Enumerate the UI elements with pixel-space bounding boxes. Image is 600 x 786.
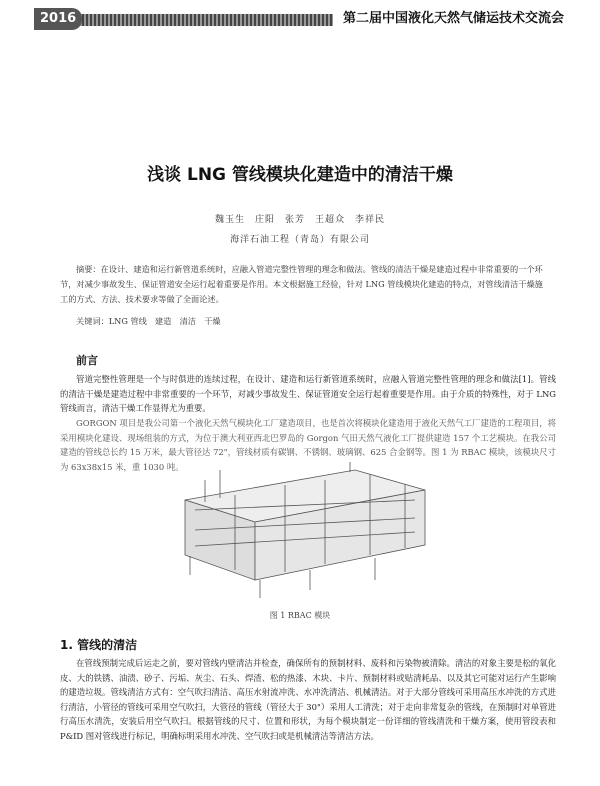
preface-heading: 前言	[76, 354, 98, 367]
section-1-heading: 1. 管线的清洁	[60, 638, 138, 652]
header-journal-title: 第二届中国液化天然气储运技术交流会	[333, 8, 568, 30]
rbac-module-figure	[175, 460, 435, 600]
header-year: 2016	[34, 8, 82, 30]
paper-keywords: 关键词：LNG 管线 建造 清洁 干燥	[76, 316, 221, 326]
preface-paragraph-1: 管道完整性管理是一个与时俱进的连续过程，在设计、建造和运行新管道系统时，应融入管道完整性管理的理念和做法[1]。管线的清洁干燥是建造过程中非常重要的一个环节，对减少事故发生、保证管道安全运行起着重要是作用。由于介质的特殊性，对于 LNG 管线而言，清洁干燥工作显得尤为重要。	[60, 374, 556, 414]
paper-title: 浅谈 LNG 管线模块化建造中的清洁干燥	[147, 165, 453, 185]
section-1-paragraph-1: 在管线预制完成后运走之前，要对管线内壁清洁并检查，确保所有的预制材料、废料和污染物被清除。清洁的对象主要是松的氧化皮、大的铁锈、油渍、砂子、污垢、灰尘、石头、焊渣、松的热漆、木块、卡片、预制材料或贴清耗品、以及其它可能对运行产生影响的建造垃圾。管线清洁方式有：空气吹扫清洁、高压水射流冲洗、水冲洗清洁、机械清洁。对于大部分管线可采用高压水冲洗的方式进行清洁，小管径的管线可采用空气吹扫，大管径的管线（管径大于 30"）采用人工清洗；对于走向非常复杂的管线，在预制时对单管进行高压水清洗，安装后用空气吹扫。根据管线的尺寸、位置和形状，为每个模块制定一份详细的管线清洗和干燥方案，使用管段表和 P&ID 图对管线进行标记，明确标明采用水冲洗、空气吹扫或是机械清洁等清洁方法。	[60, 658, 556, 741]
page-header	[34, 8, 568, 30]
paper-abstract: 摘要：在设计、建造和运行新管道系统时，应融入管道完整性管理的理念和做法。管线的清洁干燥是建造过程中非常重要的一个环节，对减少事故发生、保证管道安全运行起着重要是作用。本文根据施工经验，针对 LNG 管线模块化建造的特点，对管线清洁干燥施工的方式、方法、技术要求等做了全面论述。	[60, 264, 543, 304]
preface-paragraph-2: GORGON 项目是我公司第一个液化天然气模块化工厂建造项目，也是首次将模块化建造用于液化天然气工厂建造的工程项目，将采用模块化建设、现场组装的方式，为位于澳大利亚西北巴罗岛的 Gorgon 气田天然气液化工厂提供建造 157 个工艺模块。在我公司建造的管线总长约 15 万米，最大管径达 72"，管线材质有碳钢、不锈钢、玻璃钢、625 合金钢等。图 1 为 RBAC 模块，该模块尺寸为 63x38x15 米，重 1030 吨。	[60, 418, 556, 472]
paper-affiliation: 海洋石油工程（青岛）有限公司	[229, 235, 370, 245]
figure-caption: 图 1 RBAC 模块	[269, 611, 331, 620]
paper-authors: 魏玉生 庄阳 张芳 王超众 李祥民	[214, 215, 385, 225]
